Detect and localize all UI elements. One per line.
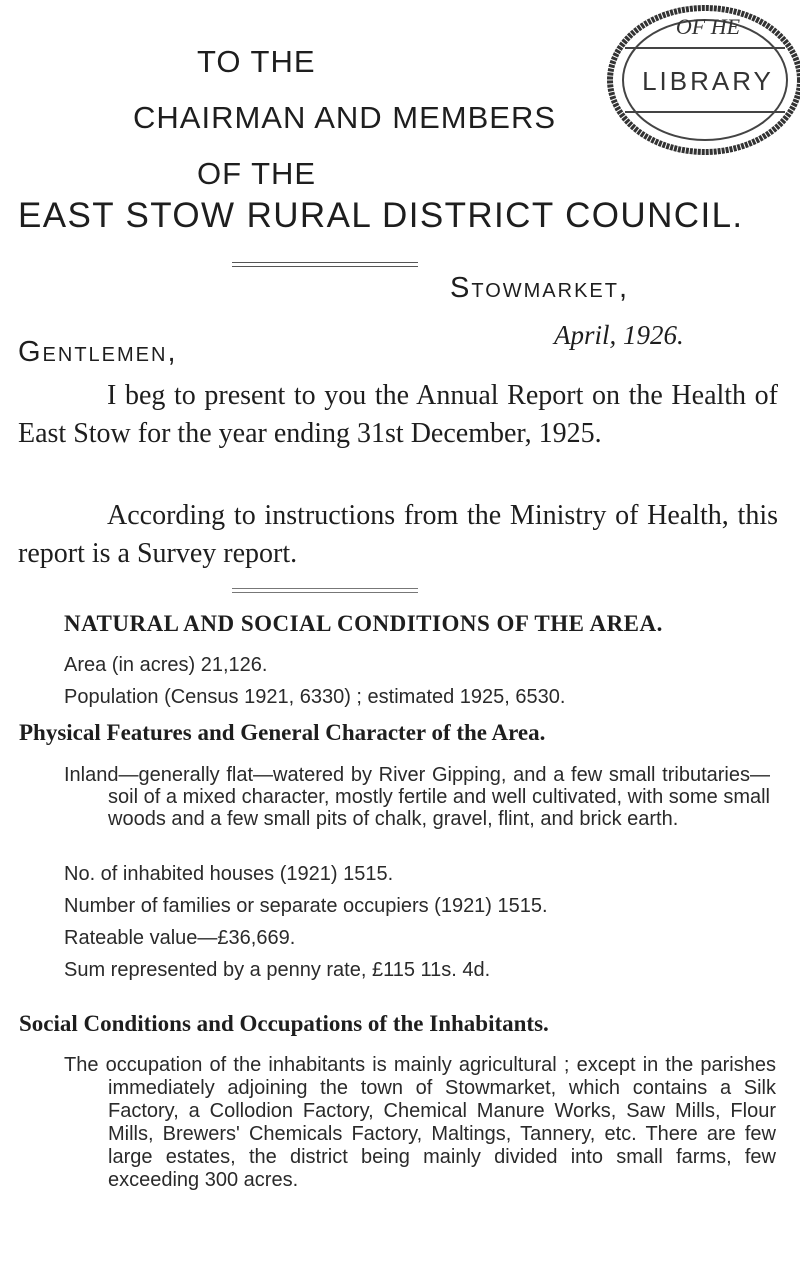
families-count: Number of families or separate occupiers (1921) 1515. (64, 895, 548, 917)
letter-date (554, 320, 684, 351)
social-description-text: The occupation of the inhabitants is mainly agricultural ; except in the parishes immediately adjoining the town of Stowmarket, which contains a Silk Factory, a Collodion Factory, Chemical Manure Works, Saw Mills, Flour Mills, Brewers' Chemicals Factory, Maltings, Tannery, etc. There are few large estates, the district being mainly divided into small farms, few exceeding 300 acres. (64, 1054, 776, 1191)
heading-social-conditions: Social Conditions and Occupations of the Inhabitants. (19, 1011, 549, 1036)
penny-rate: Sum represented by a penny rate, £115 11s. 4d. (64, 959, 491, 981)
address-line-3: OF THE (197, 156, 317, 191)
stamp-top-text: OF HE (675, 14, 741, 39)
heading-natural-conditions: NATURAL AND SOCIAL CONDITIONS OF THE AREA. (64, 611, 663, 636)
physical-description-text: Inland—generally flat—watered by River Gipping, and a few small tributaries—soil of a mixed character, mostly fertile and well cultivated, with some small woods and a few small pits of chalk, gravel, flint, and brick earth. (64, 764, 770, 830)
divider-middle-2 (232, 592, 418, 593)
date-year: 1926. (623, 320, 684, 350)
social-description (64, 1054, 776, 1192)
divider-middle (232, 588, 418, 589)
council-name: EAST STOW RURAL DISTRICT COUNCIL. (18, 196, 744, 235)
letter-place: Stowmarket, (450, 272, 630, 304)
population: Population (Census 1921, 6330) ; estimated 1925, 6530. (64, 686, 566, 708)
physical-description (64, 764, 770, 830)
library-stamp (580, 0, 800, 170)
divider-top (232, 262, 418, 263)
salutation: Gentlemen, (18, 336, 178, 368)
area-acres: Area (in acres) 21,126. (64, 654, 268, 676)
paragraph-report: I beg to present to you the Annual Report on the Health of East Stow for the year ending 31st December, 1925. (18, 380, 778, 449)
stamp-label: LIBRARY (642, 66, 774, 96)
heading-physical-features: Physical Features and General Character of the Area. (19, 720, 546, 745)
address-line-1: TO THE (197, 44, 316, 79)
inhabited-houses: No. of inhabited houses (1921) 1515. (64, 863, 394, 885)
divider-top-2 (232, 266, 418, 267)
paragraph-survey: According to instructions from the Ministry of Health, this report is a Survey report. (18, 500, 778, 569)
date-month: April, (554, 320, 617, 350)
address-line-2: CHAIRMAN AND MEMBERS (133, 100, 557, 135)
rateable-value: Rateable value—£36,669. (64, 927, 296, 949)
